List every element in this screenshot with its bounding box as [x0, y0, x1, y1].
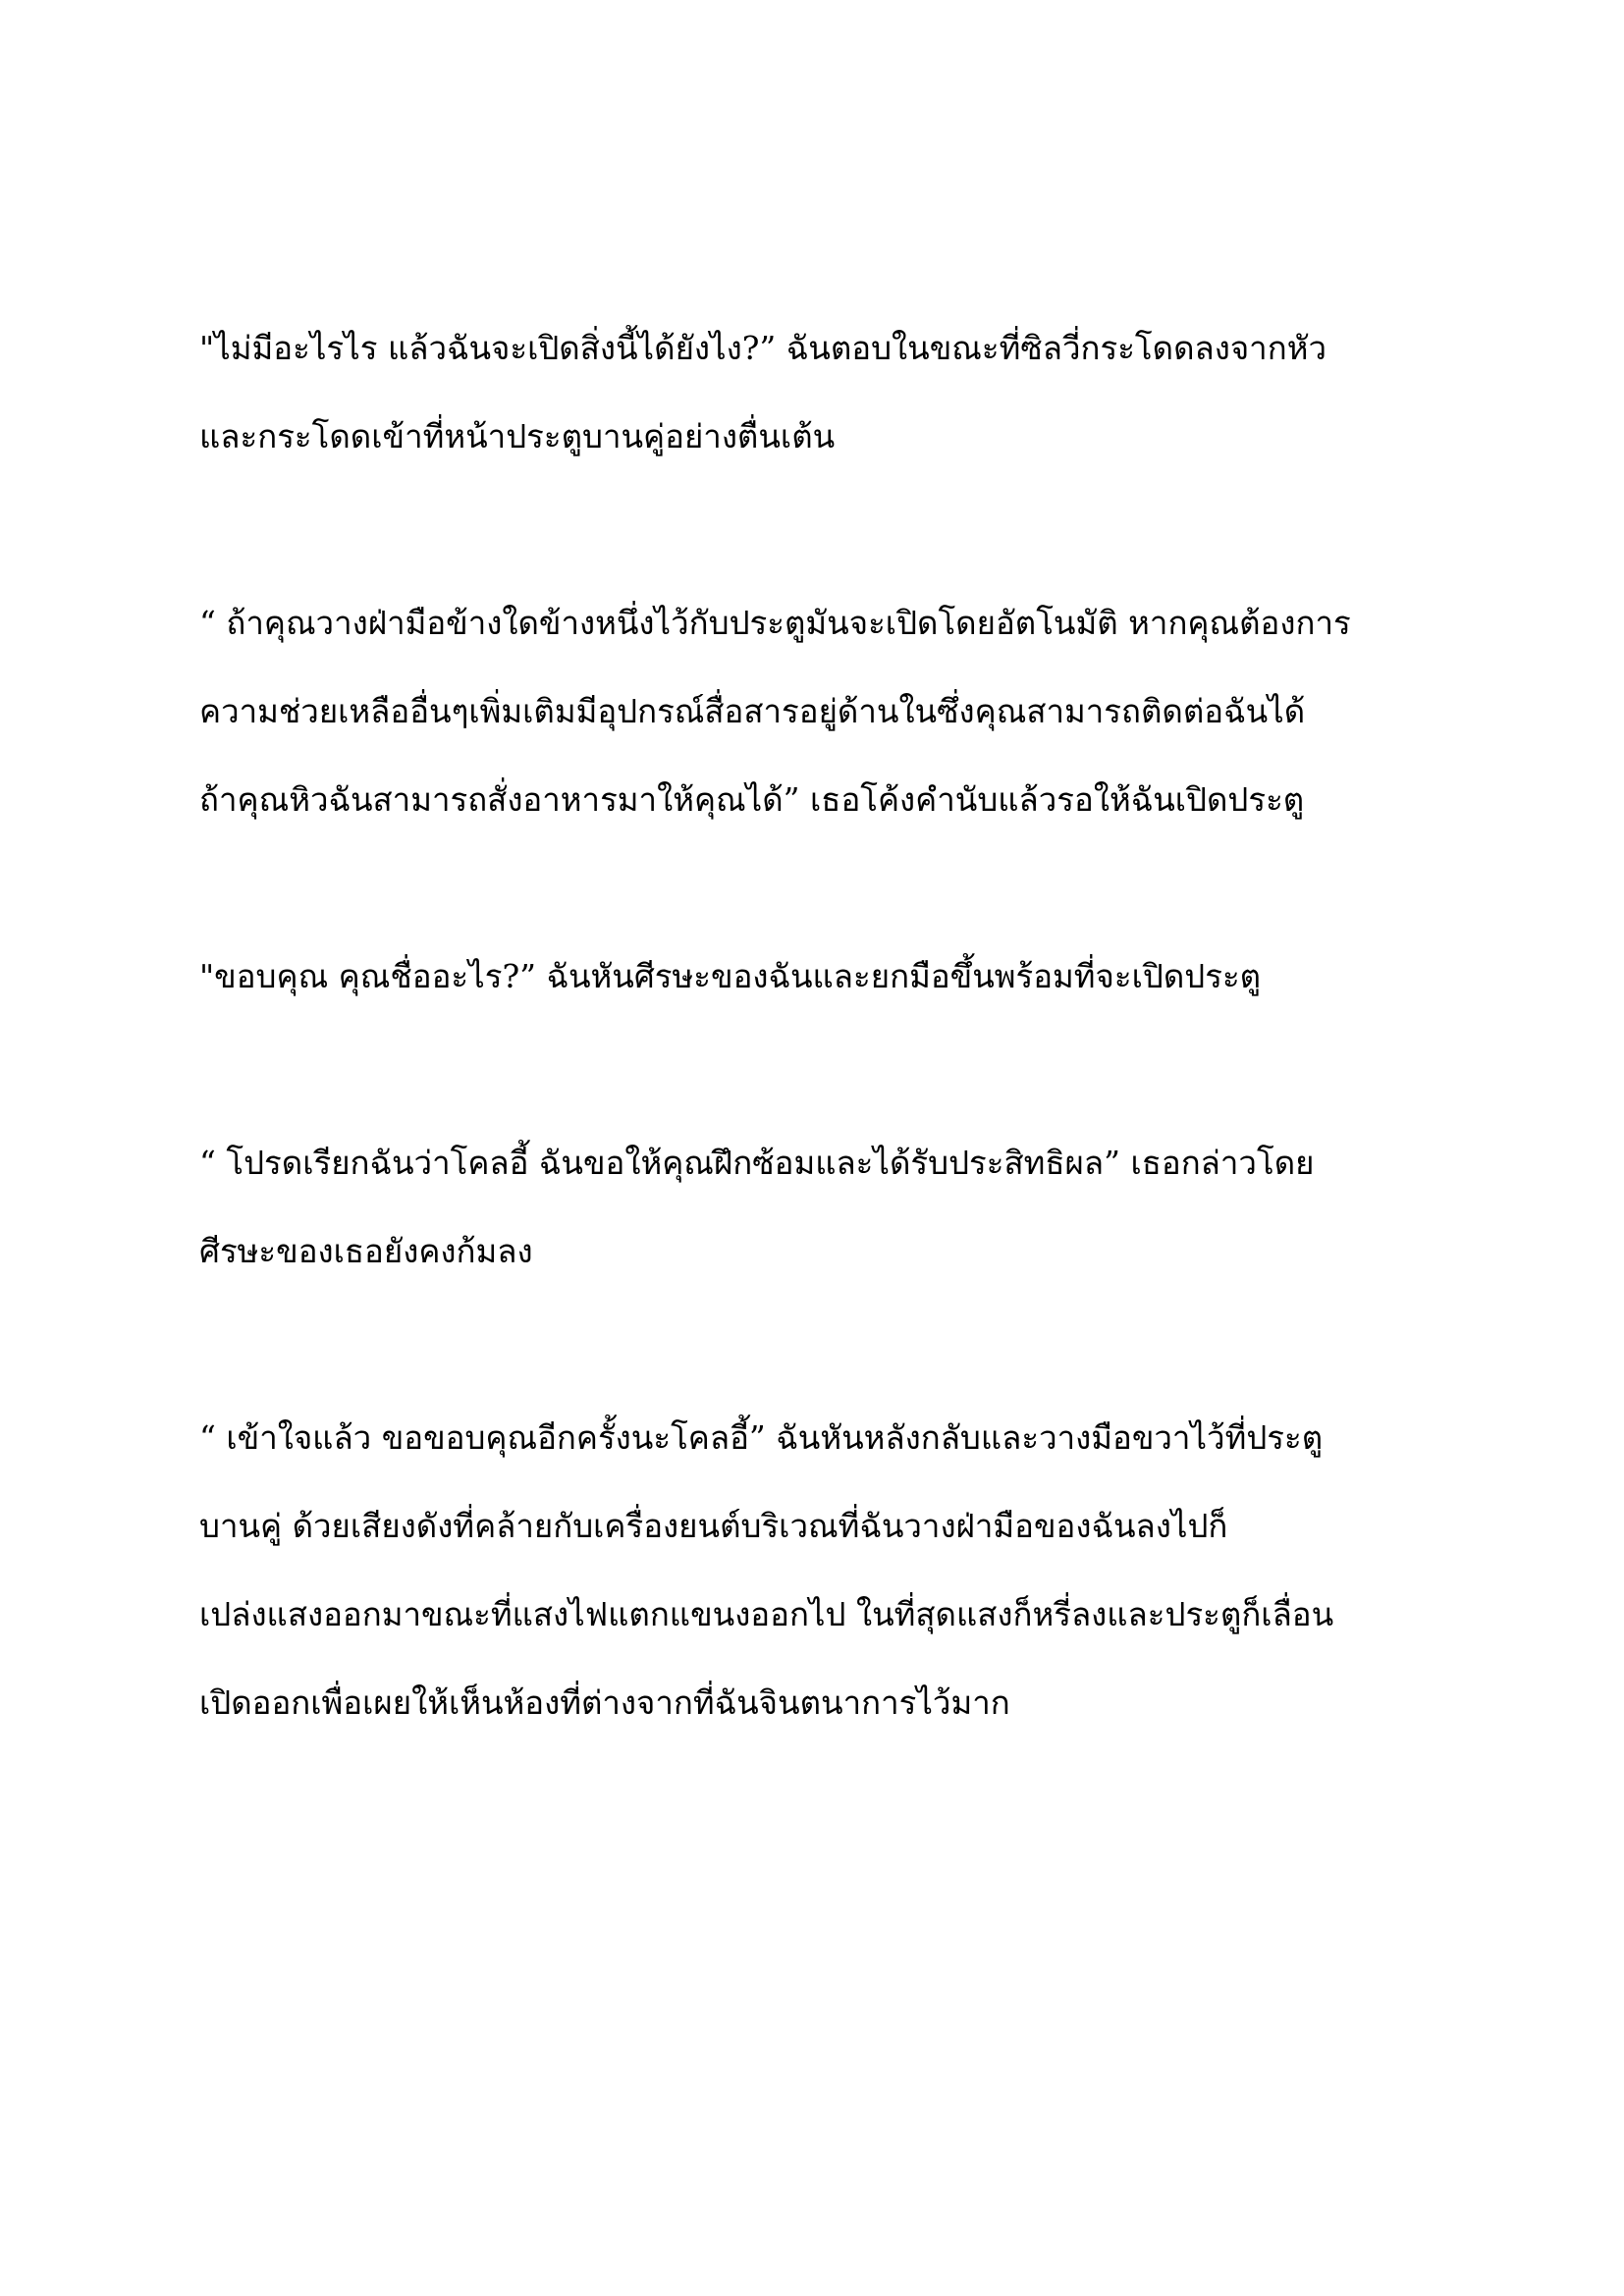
paragraph-spacer — [199, 1021, 1446, 1119]
paragraph-line: ศีรษะของเธอยังคงก้มลง — [199, 1232, 533, 1270]
paragraph-5 — [199, 1394, 1446, 1747]
paragraph-line: ถ้าคุณหิวฉันสามารถสั่งอาหารมาให้คุณได้” เธอโค้งคำนับแล้วรอให้ฉันเปิดประตู — [199, 780, 1305, 819]
paragraph-line: “ เข้าใจแล้ว ขอขอบคุณอีกครั้งนะโคลอี้” ฉันหันหลังกลับและวางมือขวาไว้ที่ประตู — [199, 1418, 1324, 1457]
paragraph-line: ความช่วยเหลืออื่นๆเพิ่มเติมมีอุปกรณ์สื่อสารอยู่ด้านในซึ่งคุณสามารถติดต่อฉันได้ — [199, 692, 1306, 730]
paragraph-line: "ขอบคุณ คุณชื่ออะไร?” ฉันหันศีรษะของฉันและยกมือขึ้นพร้อมที่จะเปิดประตู — [199, 957, 1262, 995]
paragraph-line: “ ถ้าคุณวางฝ่ามือข้างใดข้างหนึ่งไว้กับประตูมันจะเปิดโดยอัตโนมัติ หากคุณต้องการ — [199, 604, 1351, 642]
paragraph-line: และกระโดดเข้าที่หน้าประตูบานคู่อย่างตื่นเต้น — [199, 417, 836, 455]
paragraph-line: เปล่งแสงออกมาขณะที่แสงไฟแตกแขนงออกไป ในที่สุดแสงก็หรี่ลงและประตูก็เลื่อน — [199, 1595, 1334, 1633]
paragraph-line: เปิดออกเพื่อเผยให้เห็นห้องที่ต่างจากที่ฉันจินตนาการไว้มาก — [199, 1683, 1010, 1722]
paragraph-line: บานคู่ ด้วยเสียงดังที่คล้ายกับเครื่องยนต์บริเวณที่ฉันวางฝ่ามือของฉันลงไปก็ — [199, 1507, 1228, 1545]
document-body — [199, 304, 1446, 1747]
paragraph-4 — [199, 1119, 1446, 1296]
paragraph-2 — [199, 579, 1446, 844]
paragraph-spacer — [199, 844, 1446, 933]
paragraph-spacer — [199, 481, 1446, 579]
paragraph-3 — [199, 933, 1446, 1021]
paragraph-1 — [199, 304, 1446, 481]
paragraph-line: "ไม่มีอะไรไร แล้วฉันจะเปิดสิ่งนี้ได้ยังไง?” ฉันตอบในขณะที่ซิลวี่กระโดดลงจากหัว — [199, 329, 1326, 367]
paragraph-spacer — [199, 1296, 1446, 1394]
paragraph-line: “ โปรดเรียกฉันว่าโคลอี้ ฉันขอให้คุณฝึกซ้อมและได้รับประสิทธิผล” เธอกล่าวโดย — [199, 1144, 1315, 1182]
